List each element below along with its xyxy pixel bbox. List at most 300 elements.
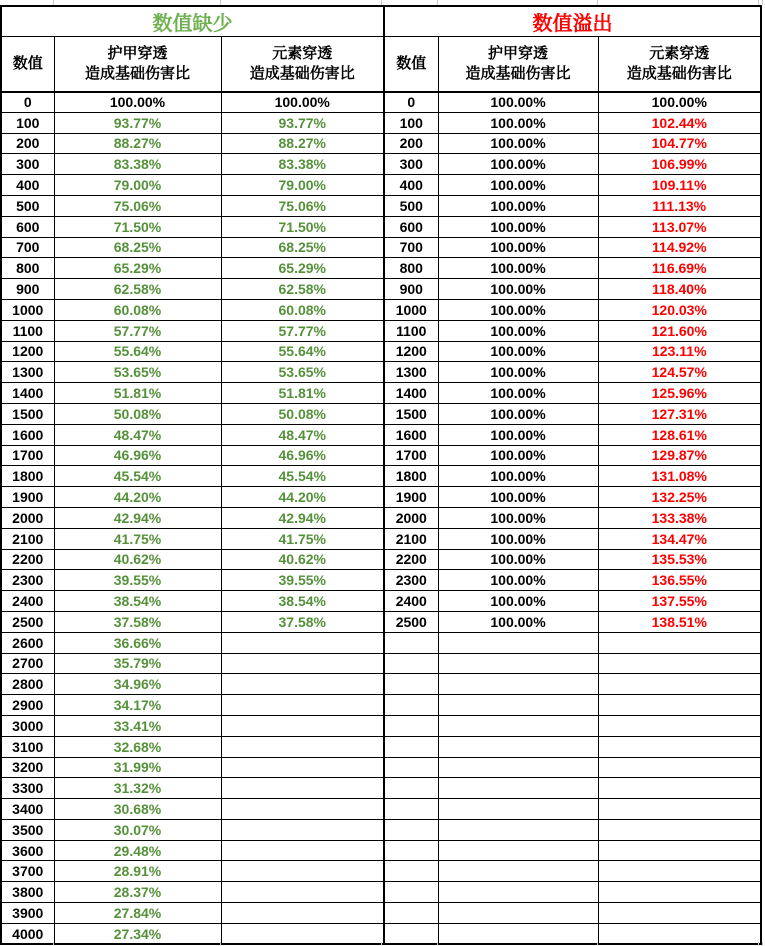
- table-row: [1, 362, 761, 383]
- left-value-cell: 1500: [1, 403, 54, 424]
- left-armor-header-line1: 护甲穿透: [107, 44, 168, 62]
- right-armor-cell: 100.00%: [438, 175, 598, 196]
- left-value-cell: 2400: [1, 591, 54, 612]
- left-value-cell: 3300: [1, 778, 54, 799]
- right-armor-cell: 100.00%: [438, 258, 598, 279]
- left-value-cell: 1700: [1, 445, 54, 466]
- left-armor-cell: 34.17%: [54, 695, 221, 716]
- left-value-cell: 1800: [1, 466, 54, 487]
- left-armor-cell: 93.77%: [54, 112, 221, 133]
- left-element-cell: [221, 632, 384, 653]
- right-element-cell: [598, 674, 761, 695]
- right-element-cell: 128.61%: [598, 424, 761, 445]
- table-row: [1, 591, 761, 612]
- right-element-cell: 118.40%: [598, 279, 761, 300]
- right-element-cell: 124.57%: [598, 362, 761, 383]
- right-value-cell: 1800: [384, 466, 438, 487]
- left-element-cell: 39.55%: [221, 570, 384, 591]
- left-value-cell: 3900: [1, 903, 54, 924]
- left-value-cell: 1400: [1, 383, 54, 404]
- left-armor-cell: 36.66%: [54, 632, 221, 653]
- left-armor-cell: 33.41%: [54, 715, 221, 736]
- table-row: [1, 570, 761, 591]
- left-armor-cell: 79.00%: [54, 175, 221, 196]
- left-element-cell: [221, 882, 384, 903]
- left-element-cell: 60.08%: [221, 299, 384, 320]
- right-element-cell: [598, 819, 761, 840]
- left-element-cell: 40.62%: [221, 549, 384, 570]
- left-element-cell: 53.65%: [221, 362, 384, 383]
- table-row: [1, 154, 761, 175]
- table-body: [1, 92, 761, 945]
- left-value-cell: 3500: [1, 819, 54, 840]
- left-element-cell: 45.54%: [221, 466, 384, 487]
- right-armor-cell: [438, 757, 598, 778]
- right-element-cell: 113.07%: [598, 216, 761, 237]
- left-element-cell: 48.47%: [221, 424, 384, 445]
- table-row: [1, 611, 761, 632]
- right-armor-cell: [438, 695, 598, 716]
- left-value-cell: 2000: [1, 507, 54, 528]
- left-armor-cell: 29.48%: [54, 840, 221, 861]
- left-value-cell: 3100: [1, 736, 54, 757]
- left-armor-cell: 88.27%: [54, 133, 221, 154]
- left-value-cell: 3700: [1, 861, 54, 882]
- table-row: [1, 403, 761, 424]
- right-value-cell: 900: [384, 279, 438, 300]
- left-value-cell: 1000: [1, 299, 54, 320]
- right-element-cell: 133.38%: [598, 507, 761, 528]
- left-armor-cell: 42.94%: [54, 507, 221, 528]
- left-armor-cell: 39.55%: [54, 570, 221, 591]
- right-armor-cell: [438, 674, 598, 695]
- left-element-cell: 44.20%: [221, 487, 384, 508]
- right-value-cell: 100: [384, 112, 438, 133]
- right-element-header-line1: 元素穿透: [649, 44, 710, 62]
- table-row: [1, 799, 761, 820]
- left-value-cell: 1900: [1, 487, 54, 508]
- left-armor-cell: 50.08%: [54, 403, 221, 424]
- right-value-cell: [384, 757, 438, 778]
- left-element-cell: [221, 799, 384, 820]
- left-armor-cell: 75.06%: [54, 195, 221, 216]
- right-value-cell: 2500: [384, 611, 438, 632]
- table-row: [1, 466, 761, 487]
- right-armor-cell: 100.00%: [438, 383, 598, 404]
- left-value-cell: 2900: [1, 695, 54, 716]
- right-value-cell: 600: [384, 216, 438, 237]
- right-value-cell: 1400: [384, 383, 438, 404]
- right-value-cell: 2300: [384, 570, 438, 591]
- left-value-cell: 1200: [1, 341, 54, 362]
- left-element-cell: 68.25%: [221, 237, 384, 258]
- left-armor-cell: 57.77%: [54, 320, 221, 341]
- left-element-cell: [221, 861, 384, 882]
- right-element-cell: [598, 653, 761, 674]
- right-element-header: [598, 37, 761, 92]
- table-row: [1, 279, 761, 300]
- table-row: [1, 507, 761, 528]
- left-armor-cell: 31.32%: [54, 778, 221, 799]
- right-value-cell: [384, 861, 438, 882]
- table-row: [1, 258, 761, 279]
- table-row: [1, 653, 761, 674]
- left-value-cell: 100: [1, 112, 54, 133]
- table-row: [1, 299, 761, 320]
- table-row: [1, 695, 761, 716]
- left-element-cell: 37.58%: [221, 611, 384, 632]
- right-element-cell: [598, 757, 761, 778]
- right-armor-cell: 100.00%: [438, 195, 598, 216]
- right-value-cell: 300: [384, 154, 438, 175]
- left-element-cell: 83.38%: [221, 154, 384, 175]
- right-value-header: 数值: [384, 37, 438, 92]
- right-element-cell: 123.11%: [598, 341, 761, 362]
- table-row: [1, 237, 761, 258]
- left-element-header-line2: 造成基础伤害比: [249, 64, 355, 82]
- right-value-cell: 1900: [384, 487, 438, 508]
- right-armor-cell: 100.00%: [438, 528, 598, 549]
- gridline-tick: [758, 942, 759, 946]
- left-armor-cell: 83.38%: [54, 154, 221, 175]
- left-armor-cell: 53.65%: [54, 362, 221, 383]
- left-value-cell: 1100: [1, 320, 54, 341]
- table-row: [1, 757, 761, 778]
- left-element-cell: 71.50%: [221, 216, 384, 237]
- left-value-cell: 300: [1, 154, 54, 175]
- left-value-cell: 2800: [1, 674, 54, 695]
- left-value-cell: 600: [1, 216, 54, 237]
- right-value-cell: 2200: [384, 549, 438, 570]
- right-element-header-line2: 造成基础伤害比: [626, 64, 732, 82]
- right-armor-cell: 100.00%: [438, 133, 598, 154]
- left-armor-cell: 44.20%: [54, 487, 221, 508]
- left-value-cell: 3800: [1, 882, 54, 903]
- left-element-cell: [221, 736, 384, 757]
- right-armor-cell: 100.00%: [438, 299, 598, 320]
- right-armor-cell: 100.00%: [438, 570, 598, 591]
- right-value-cell: 1300: [384, 362, 438, 383]
- left-armor-cell: 27.34%: [54, 923, 221, 944]
- left-armor-cell: 37.58%: [54, 611, 221, 632]
- table-row: [1, 424, 761, 445]
- right-element-cell: 136.55%: [598, 570, 761, 591]
- right-element-cell: [598, 736, 761, 757]
- right-value-cell: [384, 882, 438, 903]
- right-armor-cell: [438, 778, 598, 799]
- right-armor-cell: [438, 882, 598, 903]
- right-armor-cell: [438, 715, 598, 736]
- gridline-tick: [437, 942, 438, 946]
- right-value-cell: [384, 840, 438, 861]
- left-value-header: 数值: [1, 37, 54, 92]
- left-value-cell: 700: [1, 237, 54, 258]
- left-armor-cell: 38.54%: [54, 591, 221, 612]
- right-armor-cell: [438, 840, 598, 861]
- right-armor-cell: 100.00%: [438, 507, 598, 528]
- right-element-cell: 116.69%: [598, 258, 761, 279]
- right-armor-cell: 100.00%: [438, 403, 598, 424]
- left-element-cell: [221, 819, 384, 840]
- table-row: [1, 903, 761, 924]
- left-element-cell: [221, 840, 384, 861]
- left-element-cell: 50.08%: [221, 403, 384, 424]
- table-row: [1, 195, 761, 216]
- right-element-cell: 131.08%: [598, 466, 761, 487]
- left-element-cell: 55.64%: [221, 341, 384, 362]
- right-armor-cell: 100.00%: [438, 112, 598, 133]
- right-element-cell: 132.25%: [598, 487, 761, 508]
- left-armor-cell: 60.08%: [54, 299, 221, 320]
- left-armor-cell: 41.75%: [54, 528, 221, 549]
- right-value-cell: 700: [384, 237, 438, 258]
- right-element-cell: [598, 799, 761, 820]
- left-element-cell: 79.00%: [221, 175, 384, 196]
- left-armor-cell: 27.84%: [54, 903, 221, 924]
- right-armor-cell: 100.00%: [438, 237, 598, 258]
- gridline-tick: [53, 942, 54, 946]
- left-armor-cell: 40.62%: [54, 549, 221, 570]
- right-value-cell: 2400: [384, 591, 438, 612]
- right-armor-cell: [438, 861, 598, 882]
- right-value-cell: 1100: [384, 320, 438, 341]
- right-armor-cell: 100.00%: [438, 487, 598, 508]
- right-element-cell: 127.31%: [598, 403, 761, 424]
- gridline-tick: [381, 942, 382, 946]
- right-value-cell: 1000: [384, 299, 438, 320]
- left-value-cell: 3600: [1, 840, 54, 861]
- table-row: [1, 819, 761, 840]
- right-element-cell: [598, 861, 761, 882]
- left-value-cell: 500: [1, 195, 54, 216]
- left-armor-cell: 31.99%: [54, 757, 221, 778]
- left-armor-cell: 30.07%: [54, 819, 221, 840]
- left-element-cell: [221, 903, 384, 924]
- column-header-row: [1, 37, 761, 92]
- right-element-cell: [598, 695, 761, 716]
- gridline-strip-bottom: [0, 942, 765, 946]
- right-armor-cell: 100.00%: [438, 341, 598, 362]
- table-title-row: [1, 6, 761, 37]
- left-armor-cell: 35.79%: [54, 653, 221, 674]
- left-element-cell: 93.77%: [221, 112, 384, 133]
- left-value-cell: 400: [1, 175, 54, 196]
- right-element-cell: [598, 882, 761, 903]
- right-element-cell: [598, 632, 761, 653]
- left-value-cell: 2600: [1, 632, 54, 653]
- right-value-cell: 200: [384, 133, 438, 154]
- right-element-cell: 109.11%: [598, 175, 761, 196]
- right-value-cell: [384, 632, 438, 653]
- left-armor-cell: 71.50%: [54, 216, 221, 237]
- left-armor-cell: 55.64%: [54, 341, 221, 362]
- table-row: [1, 528, 761, 549]
- gridline-tick: [597, 942, 598, 946]
- left-element-cell: [221, 695, 384, 716]
- left-element-cell: [221, 715, 384, 736]
- left-value-cell: 2500: [1, 611, 54, 632]
- left-value-cell: 3200: [1, 757, 54, 778]
- right-armor-cell: 100.00%: [438, 92, 598, 113]
- right-armor-cell: 100.00%: [438, 445, 598, 466]
- left-armor-cell: 32.68%: [54, 736, 221, 757]
- right-element-cell: 104.77%: [598, 133, 761, 154]
- left-armor-header-line2: 造成基础伤害比: [84, 64, 190, 82]
- right-armor-cell: [438, 799, 598, 820]
- left-armor-cell: 45.54%: [54, 466, 221, 487]
- left-element-cell: 88.27%: [221, 133, 384, 154]
- left-element-cell: [221, 778, 384, 799]
- right-value-cell: 500: [384, 195, 438, 216]
- penetration-table: [0, 5, 762, 945]
- left-element-cell: 46.96%: [221, 445, 384, 466]
- left-armor-cell: 28.37%: [54, 882, 221, 903]
- left-value-cell: 2200: [1, 549, 54, 570]
- left-value-cell: 2300: [1, 570, 54, 591]
- right-value-cell: 400: [384, 175, 438, 196]
- left-table-title: 数值缺少: [1, 6, 384, 37]
- left-armor-cell: 100.00%: [54, 92, 221, 113]
- right-element-cell: 134.47%: [598, 528, 761, 549]
- right-armor-cell: 100.00%: [438, 362, 598, 383]
- right-element-cell: [598, 903, 761, 924]
- left-element-cell: 38.54%: [221, 591, 384, 612]
- right-armor-cell: 100.00%: [438, 216, 598, 237]
- left-armor-cell: 34.96%: [54, 674, 221, 695]
- gridline-tick: [762, 0, 763, 5]
- right-value-cell: 1600: [384, 424, 438, 445]
- right-element-cell: 102.44%: [598, 112, 761, 133]
- table-row: [1, 674, 761, 695]
- table-row: [1, 133, 761, 154]
- right-value-cell: 1500: [384, 403, 438, 424]
- right-value-cell: [384, 799, 438, 820]
- table-row: [1, 216, 761, 237]
- left-value-cell: 3400: [1, 799, 54, 820]
- left-element-cell: 65.29%: [221, 258, 384, 279]
- right-element-cell: 138.51%: [598, 611, 761, 632]
- right-value-cell: [384, 715, 438, 736]
- right-element-cell: [598, 840, 761, 861]
- left-armor-cell: 62.58%: [54, 279, 221, 300]
- right-element-cell: 129.87%: [598, 445, 761, 466]
- left-value-cell: 4000: [1, 923, 54, 944]
- right-element-cell: [598, 715, 761, 736]
- table-row: [1, 778, 761, 799]
- left-armor-cell: 51.81%: [54, 383, 221, 404]
- left-element-cell: 42.94%: [221, 507, 384, 528]
- right-element-cell: 106.99%: [598, 154, 761, 175]
- left-element-cell: 57.77%: [221, 320, 384, 341]
- left-element-header: [221, 37, 384, 92]
- left-armor-cell: 30.68%: [54, 799, 221, 820]
- right-value-cell: 0: [384, 92, 438, 113]
- right-value-cell: [384, 674, 438, 695]
- left-value-cell: 2100: [1, 528, 54, 549]
- right-element-cell: 121.60%: [598, 320, 761, 341]
- left-value-cell: 900: [1, 279, 54, 300]
- left-armor-cell: 28.91%: [54, 861, 221, 882]
- left-element-cell: [221, 653, 384, 674]
- right-element-cell: 137.55%: [598, 591, 761, 612]
- right-element-cell: [598, 778, 761, 799]
- right-value-cell: 1200: [384, 341, 438, 362]
- left-value-cell: 1600: [1, 424, 54, 445]
- right-value-cell: [384, 903, 438, 924]
- left-value-cell: 0: [1, 92, 54, 113]
- right-value-cell: [384, 695, 438, 716]
- right-element-cell: 120.03%: [598, 299, 761, 320]
- left-armor-cell: 48.47%: [54, 424, 221, 445]
- right-element-cell: 114.92%: [598, 237, 761, 258]
- right-armor-cell: 100.00%: [438, 591, 598, 612]
- right-value-cell: 1700: [384, 445, 438, 466]
- right-value-cell: 800: [384, 258, 438, 279]
- right-value-cell: [384, 653, 438, 674]
- right-armor-cell: 100.00%: [438, 320, 598, 341]
- table-row: [1, 632, 761, 653]
- right-armor-cell: 100.00%: [438, 466, 598, 487]
- right-armor-cell: [438, 632, 598, 653]
- right-armor-cell: [438, 819, 598, 840]
- left-element-cell: [221, 674, 384, 695]
- table-row: [1, 320, 761, 341]
- table-row: [1, 175, 761, 196]
- left-value-cell: 1300: [1, 362, 54, 383]
- left-element-cell: [221, 757, 384, 778]
- table-row: [1, 736, 761, 757]
- right-armor-header: [438, 37, 598, 92]
- left-element-cell: 51.81%: [221, 383, 384, 404]
- right-value-cell: 2100: [384, 528, 438, 549]
- right-table-title: 数值溢出: [384, 6, 761, 37]
- right-armor-cell: 100.00%: [438, 549, 598, 570]
- left-value-cell: 2700: [1, 653, 54, 674]
- table-row: [1, 549, 761, 570]
- left-armor-header: [54, 37, 221, 92]
- left-armor-cell: 46.96%: [54, 445, 221, 466]
- table-row: [1, 112, 761, 133]
- right-armor-cell: 100.00%: [438, 611, 598, 632]
- right-armor-cell: 100.00%: [438, 154, 598, 175]
- right-value-cell: 2000: [384, 507, 438, 528]
- gridline-tick: [220, 942, 221, 946]
- left-value-cell: 200: [1, 133, 54, 154]
- right-value-cell: [384, 819, 438, 840]
- right-element-cell: 111.13%: [598, 195, 761, 216]
- right-value-cell: [384, 736, 438, 757]
- left-armor-cell: 68.25%: [54, 237, 221, 258]
- gridline-tick: [762, 942, 763, 946]
- table-row: [1, 840, 761, 861]
- right-armor-cell: [438, 736, 598, 757]
- table-row: [1, 487, 761, 508]
- right-armor-cell: [438, 653, 598, 674]
- table-row: [1, 715, 761, 736]
- right-armor-cell: 100.00%: [438, 424, 598, 445]
- left-element-header-line1: 元素穿透: [272, 44, 333, 62]
- right-armor-header-line1: 护甲穿透: [488, 44, 549, 62]
- right-element-cell: 125.96%: [598, 383, 761, 404]
- right-armor-cell: 100.00%: [438, 279, 598, 300]
- left-element-cell: 41.75%: [221, 528, 384, 549]
- table-row: [1, 341, 761, 362]
- table-row: [1, 92, 761, 113]
- right-element-cell: 135.53%: [598, 549, 761, 570]
- right-armor-cell: [438, 903, 598, 924]
- left-value-cell: 3000: [1, 715, 54, 736]
- right-armor-header-line2: 造成基础伤害比: [465, 64, 571, 82]
